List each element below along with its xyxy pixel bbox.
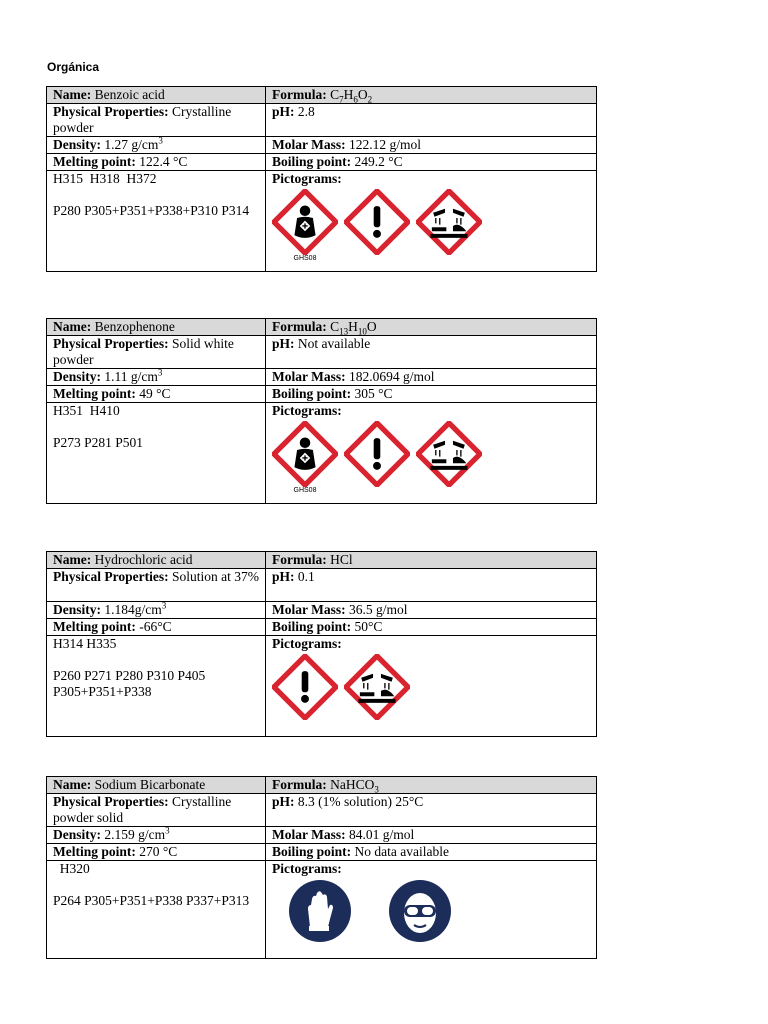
physical-cell (47, 569, 266, 602)
table-row (47, 403, 597, 504)
molar-mass-value: 84.01 g/mol (349, 827, 415, 842)
ghs05-corrosion (416, 189, 482, 255)
melting-label: Melting point: (53, 386, 136, 401)
table-row (47, 569, 597, 602)
molar-mass-label: Molar Mass: (272, 827, 346, 842)
physical-cell (47, 794, 266, 827)
molar-mass-label: Molar Mass: (272, 137, 346, 152)
formula-label: Formula: (272, 319, 327, 334)
ph-value: 0.1 (297, 569, 315, 584)
h-codes: H315 H318 H372 (53, 171, 157, 186)
table-row (47, 171, 597, 272)
formula-part: NaHCO (330, 777, 375, 792)
pictograms-cell (266, 171, 597, 272)
p-codes: P273 P281 P501 (53, 435, 144, 450)
hazard-codes-cell (47, 403, 266, 504)
ph-label: pH: (272, 104, 295, 119)
formula-cell (266, 552, 597, 569)
pictogram-row (272, 421, 590, 499)
boiling-cell (266, 619, 597, 636)
boiling-value: 305 °C (354, 386, 393, 401)
physical-value: Crystalline powder solid (53, 794, 232, 825)
hazard-codes-cell (47, 171, 266, 272)
boiling-cell (266, 386, 597, 403)
melting-cell (47, 386, 266, 403)
pictogram-row (272, 189, 590, 267)
physical-value: Crystalline powder (53, 104, 232, 135)
table-row (47, 619, 597, 636)
name-label: Name: (53, 552, 92, 567)
table-row (47, 552, 597, 569)
boiling-label: Boiling point: (272, 386, 352, 401)
molar-mass-value: 182.0694 g/mol (349, 369, 435, 384)
physical-label: Physical Properties: (53, 794, 169, 809)
page-heading: Orgánica (47, 60, 100, 74)
formula-part: H (343, 87, 354, 102)
ph-cell (266, 104, 597, 137)
formula-part: O (366, 319, 377, 334)
melting-label: Melting point: (53, 619, 136, 634)
hazard-codes-cell (47, 636, 266, 737)
density-cell (47, 602, 266, 619)
density-value: 2.159 $g/cm^3$ (104, 826, 170, 842)
physical-cell (47, 336, 266, 369)
name-cell (47, 552, 266, 569)
formula-subscript: 13 (339, 326, 349, 336)
ghs07-exclamation (344, 189, 410, 255)
compound-formula (330, 319, 377, 334)
compound-name: Benzophenone (94, 319, 175, 334)
compound-table (46, 551, 597, 737)
molar-mass-value: 122.12 g/mol (349, 137, 422, 152)
pictograms-cell (266, 861, 597, 959)
formula-label: Formula: (272, 552, 327, 567)
table-row (47, 369, 597, 386)
ghs08-health-hazard (272, 189, 338, 267)
formula-cell (266, 319, 597, 336)
molar-mass-cell (266, 827, 597, 844)
name-label: Name: (53, 319, 92, 334)
formula-subscript: 3 (374, 784, 379, 794)
physical-cell (47, 104, 266, 137)
molar-mass-cell (266, 369, 597, 386)
boiling-cell (266, 154, 597, 171)
ph-value: Not available (297, 336, 371, 351)
pictograms-label: Pictograms: (272, 403, 342, 418)
p-codes: P260 P271 P280 P310 P405 P305+P351+P338 (53, 668, 206, 699)
table-row (47, 861, 597, 959)
boiling-label: Boiling point: (272, 619, 352, 634)
hazard-codes-cell (47, 861, 266, 959)
pictogram-label: GHS08 (293, 487, 317, 494)
table-row (47, 794, 597, 827)
boiling-value: 249.2 °C (354, 154, 403, 169)
boiling-label: Boiling point: (272, 154, 352, 169)
compound-table (46, 86, 597, 272)
table-row (47, 602, 597, 619)
compound-formula (330, 87, 372, 102)
ph-value: 8.3 (1% solution) 25°C (297, 794, 424, 809)
compound-name: Sodium Bicarbonate (94, 777, 206, 792)
molar-mass-label: Molar Mass: (272, 369, 346, 384)
formula-subscript: 2 (367, 94, 373, 104)
density-cell (47, 137, 266, 154)
melting-cell (47, 619, 266, 636)
compound-formula (330, 777, 379, 792)
physical-label: Physical Properties: (53, 104, 169, 119)
molar-mass-label: Molar Mass: (272, 602, 346, 617)
compound-name: Hydrochloric acid (94, 552, 193, 567)
name-label: Name: (53, 777, 92, 792)
name-label: Name: (53, 87, 92, 102)
melting-cell (47, 844, 266, 861)
physical-label: Physical Properties: (53, 569, 169, 584)
density-value: $1.184g/cm^3$ (104, 601, 167, 617)
compound-table (46, 318, 597, 504)
ph-label: pH: (272, 569, 295, 584)
density-cell (47, 369, 266, 386)
h-codes: H320 (53, 861, 90, 876)
formula-part: C (330, 319, 340, 334)
ph-label: pH: (272, 794, 295, 809)
formula-cell (266, 777, 597, 794)
formula-subscript: 6 (353, 94, 358, 104)
formula-subscript: 10 (357, 326, 367, 336)
pictogram-label: GHS08 (293, 255, 317, 262)
pictogram-row (272, 654, 590, 720)
ghs05-corrosion (416, 421, 482, 487)
molar-mass-value: 36.5 g/mol (349, 602, 408, 617)
p-codes: P264 P305+P351+P338 P337+P313 (53, 893, 250, 908)
goggles-icon (388, 879, 452, 943)
pictograms-label: Pictograms: (272, 861, 342, 876)
ghs08-health-hazard (272, 421, 338, 499)
density-label: Density: (53, 369, 101, 384)
melting-value: 49 °C (139, 386, 171, 401)
molar-mass-cell (266, 137, 597, 154)
ph-label: pH: (272, 336, 295, 351)
formula-part: HCl (330, 552, 353, 567)
table-row (47, 104, 597, 137)
h-codes: H314 H335 (53, 636, 117, 651)
table-row (47, 154, 597, 171)
table-row (47, 844, 597, 861)
ghs07-exclamation (344, 421, 410, 487)
formula-part: O (357, 87, 368, 102)
formula-label: Formula: (272, 87, 327, 102)
physical-label: Physical Properties: (53, 336, 169, 351)
density-value: 1.11 $g/cm^3$ (104, 368, 163, 384)
boiling-value: No data available (354, 844, 449, 859)
formula-part: C (330, 87, 340, 102)
formula-part: H (348, 319, 358, 334)
table-row (47, 87, 597, 104)
boiling-label: Boiling point: (272, 844, 352, 859)
pictograms-label: Pictograms: (272, 171, 342, 186)
molar-mass-cell (266, 602, 597, 619)
density-value: 1.27 $g/cm^3$ (104, 136, 163, 152)
compound-name: Benzoic acid (94, 87, 165, 102)
p-codes: P280 P305+P351+P338+P310 P314 (53, 203, 250, 218)
pictogram-row (272, 879, 590, 943)
melting-value: 270 °C (139, 844, 178, 859)
melting-value: 122.4 °C (139, 154, 188, 169)
h-codes: H351 H410 (53, 403, 120, 418)
name-cell (47, 319, 266, 336)
ph-cell (266, 794, 597, 827)
density-label: Density: (53, 827, 101, 842)
gloves-icon (288, 879, 352, 943)
ghs07-exclamation (272, 654, 338, 720)
compound-table (46, 776, 597, 959)
boiling-cell (266, 844, 597, 861)
ghs05-corrosion (344, 654, 410, 720)
density-label: Density: (53, 137, 101, 152)
melting-label: Melting point: (53, 154, 136, 169)
name-cell (47, 777, 266, 794)
name-cell (47, 87, 266, 104)
table-row (47, 386, 597, 403)
physical-value: Solution at 37% (171, 569, 259, 584)
pictograms-cell (266, 403, 597, 504)
density-label: Density: (53, 602, 101, 617)
melting-label: Melting point: (53, 844, 136, 859)
ph-value: 2.8 (297, 104, 315, 119)
formula-label: Formula: (272, 777, 327, 792)
ph-cell (266, 569, 597, 602)
ph-cell (266, 336, 597, 369)
table-row (47, 827, 597, 844)
melting-cell (47, 154, 266, 171)
pictograms-cell (266, 636, 597, 737)
table-row (47, 636, 597, 737)
formula-subscript: 7 (339, 94, 344, 104)
melting-value: -66°C (139, 619, 172, 634)
table-row (47, 319, 597, 336)
table-row (47, 777, 597, 794)
compound-formula (330, 552, 353, 567)
density-cell (47, 827, 266, 844)
physical-value: Solid white powder (53, 336, 234, 367)
table-row (47, 137, 597, 154)
formula-cell (266, 87, 597, 104)
pictograms-label: Pictograms: (272, 636, 342, 651)
table-row (47, 336, 597, 369)
boiling-value: 50°C (354, 619, 383, 634)
